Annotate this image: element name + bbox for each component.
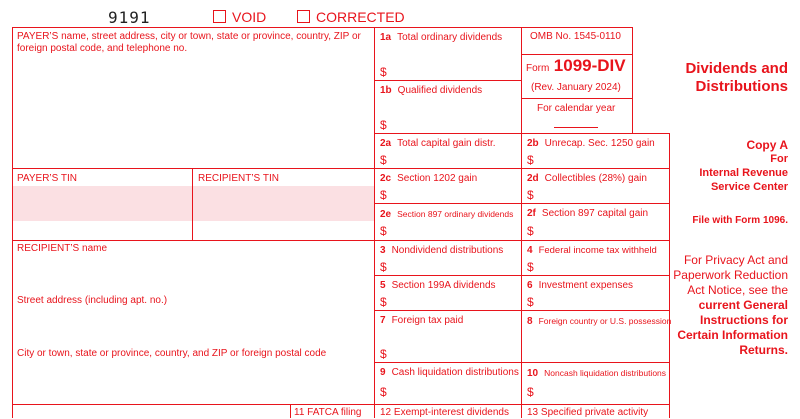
box-1b-dollar: $ <box>380 118 387 132</box>
box-7-label: 7 Foreign tax paid <box>380 315 464 326</box>
box-5-label: 5 Section 199A dividends <box>380 280 496 291</box>
box-1a-label: 1a Total ordinary dividends <box>380 32 503 43</box>
fatca-label: 11 FATCA filing <box>294 407 362 418</box>
payer-tin-input[interactable] <box>13 186 192 221</box>
file-with-note: File with Form 1096. <box>692 215 788 226</box>
form-name: Form 1099-DIV <box>526 56 626 75</box>
box-2c-dollar: $ <box>380 188 387 202</box>
calendar-year-label: For calendar year <box>537 103 616 114</box>
box-1a-dollar: $ <box>380 65 387 79</box>
box-2b-dollar: $ <box>527 153 534 167</box>
form-title: Dividends and Distributions <box>685 60 788 95</box>
street-address-label: Street address (including apt. no.) <box>17 295 168 306</box>
recipient-tin-input[interactable] <box>193 186 374 221</box>
box-13-label: 13 Specified private activity <box>527 407 649 418</box>
box-2d-label: 2d Collectibles (28%) gain <box>527 173 647 184</box>
void-checkbox[interactable] <box>213 10 226 23</box>
payer-tin-label: PAYER’S TIN <box>17 173 78 184</box>
box-5-dollar: $ <box>380 295 387 309</box>
copy-a-block: Copy A For Internal Revenue Service Center <box>699 138 788 193</box>
city-line-label: City or town, state or province, country, and ZIP or foreign postal code <box>17 348 327 359</box>
box-10-dollar: $ <box>527 385 534 399</box>
box-3-dollar: $ <box>380 260 387 274</box>
box-6-dollar: $ <box>527 295 534 309</box>
corrected-checkbox[interactable] <box>297 10 310 23</box>
box-2f-label: 2f Section 897 capital gain <box>527 208 649 219</box>
box-2c-label: 2c Section 1202 gain <box>380 173 478 184</box>
box-4-dollar: $ <box>527 260 534 274</box>
box-2d-dollar: $ <box>527 188 534 202</box>
privacy-notice: For Privacy Act and Paperwork Reduction Act Notice, see the current General Instructions for Certain Information Returns. <box>673 253 788 357</box>
box-10-label: 10 Noncash liquidation distributions <box>527 368 667 379</box>
box-2a-dollar: $ <box>380 153 387 167</box>
void-label: VOID <box>232 9 267 25</box>
box-4-label: 4 Federal income tax withheld <box>527 245 657 256</box>
revision-date: (Rev. January 2024) <box>531 82 621 93</box>
box-2f-dollar: $ <box>527 224 534 238</box>
box-2e-label: 2e Section 897 ordinary dividends <box>380 209 514 220</box>
corrected-label: CORRECTED <box>316 9 405 25</box>
box-8-label: 8 Foreign country or U.S. possession <box>527 316 672 327</box>
box-7-dollar: $ <box>380 347 387 361</box>
box-3-label: 3 Nondividend distributions <box>380 245 504 256</box>
box-9-label: 9 Cash liquidation distributions <box>380 367 519 378</box>
box-9-dollar: $ <box>380 385 387 399</box>
recipient-name-label: RECIPIENT’S name <box>17 243 108 254</box>
box-2a-label: 2a Total capital gain distr. <box>380 138 496 149</box>
form-control-number: 9191 <box>108 8 151 27</box>
box-6-label: 6 Investment expenses <box>527 280 634 291</box>
box-1b-label: 1b Qualified dividends <box>380 85 483 96</box>
recipient-tin-label: RECIPIENT’S TIN <box>198 173 279 184</box>
box-12-label: 12 Exempt-interest dividends <box>380 407 509 418</box>
box-2b-label: 2b Unrecap. Sec. 1250 gain <box>527 138 655 149</box>
box-2e-dollar: $ <box>380 224 387 238</box>
payer-info-label: PAYER’S name, street address, city or town, state or province, country, ZIP or foreign postal code, and telephone no. <box>17 31 361 54</box>
omb-number: OMB No. 1545-0110 <box>530 31 621 42</box>
